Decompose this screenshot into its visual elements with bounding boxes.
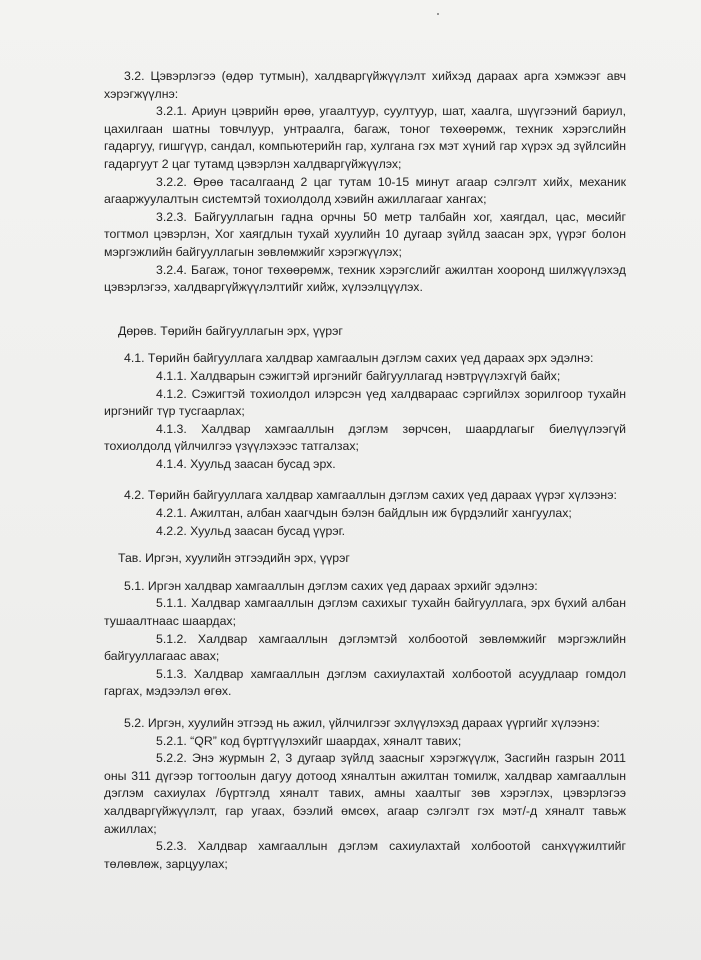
section-5-heading: Тав. Иргэн, хуулийн этгээдийн эрх, үүрэг xyxy=(118,551,350,566)
clause-5-2-2: 5.2.2. Энэ журмын 2, 3 дугаар зүйлд заасныг хэрэгжүүлж, Засгийн газрын 2011 оны 311 дүгээр тогтоолын дагуу дотоод хяналтын ажилтан томилж, халдвар хамгааллын дэглэм сахиулах /бүртгэлд хяналт тавих, амны хаалтыг зөв хэрэглэх, цэвэрлэгээ халдваргүйжүүлэлт, гар угаах, бээлий өмсөх, агаар сэлгэлт гэх мэт/-д хяналт тавьж ажиллах; xyxy=(104,751,626,836)
clause-3-2-3: 3.2.3. Байгууллагын гадна орчны 50 метр талбайн хог, хаягдал, цас, мөсийг тогтмол цэвэрлэн, Хог хаягдлын тухай хуулийн 10 дугаар зүйлд заасан эрх, үүрэг болон мэргэжлийн байгууллагын зөвлөмжийг хэрэгжүүлэх; xyxy=(104,209,626,259)
section-4-heading: Дөрөв. Төрийн байгууллагын эрх, үүрэг xyxy=(118,323,343,338)
clause-4-1-2: 4.1.2. Сэжигтэй тохиолдол илэрсэн үед халдвараас сэргийлэх зорилгоор тухайн иргэнийг түр тусгаарлах; xyxy=(104,386,626,419)
scan-speck xyxy=(437,13,439,15)
clause-4-1: 4.1. Төрийн байгууллага халдвар хамгаалын дэглэм сахих үед дараах эрх эдэлнэ: xyxy=(124,351,594,366)
clause-4-2: 4.2. Төрийн байгууллага халдвар хамгааллын дэглэм сахих үед дараах үүрэг хүлээнэ: xyxy=(124,488,617,503)
clause-5-1-3: 5.1.3. Халдвар хамгааллын дэглэм сахиулахтай холбоотой асуудлаар гомдол гаргах, мэдээлэл өгөх. xyxy=(104,666,626,699)
clause-5-1: 5.1. Иргэн халдвар хамгааллын дэглэм сахих үед дараах эрхийг эдэлнэ: xyxy=(124,578,538,593)
clause-5-2: 5.2. Иргэн, хуулийн этгээд нь ажил, үйлчилгээг эхлүүлэхэд дараах үүргийг хүлээнэ: xyxy=(124,716,600,730)
clause-3-2-4: 3.2.4. Багаж, тоног төхөөрөмж, техник хэрэгслийг ажилтан хооронд шилжүүлэхэд цэвэрлэгээ, халдваргүйжүүлэлтийг хийж, хүлээлцүүлэх. xyxy=(104,262,626,295)
clause-4-2-1: 4.2.1. Ажилтан, албан хаагчдын бэлэн байдлын иж бүрдэлийг хангуулах; xyxy=(156,506,572,521)
clause-5-1-1: 5.1.1. Халдвар хамгааллын дэглэм сахихыг тухайн байгууллага, эрх бүхий албан тушаалтнаас шаардах; xyxy=(104,596,626,629)
document-body xyxy=(104,68,626,873)
clause-3-2: 3.2. Цэвэрлэгээ (өдөр тутмын), халдваргүйжүүлэлт хийхэд дараах арга хэмжээг авч хэрэгжүүлнэ: xyxy=(104,69,626,101)
clause-5-2-3: 5.2.3. Халдвар хамгааллын дэглэм сахиулахтай холбоотой санхүүжилтийг төлөвлөж, зарцуулах; xyxy=(104,839,626,871)
clause-4-1-4: 4.1.4. Хуульд заасан бусад эрх. xyxy=(156,456,336,471)
clause-3-2-1: 3.2.1. Ариун цэврийн өрөө, угаалтуур, суултуур, шат, хаалга, шүүгээний бариул, цахилгаан шатны товчлуур, унтраалга, багаж, тоног төхөөрөмж, техник хэрэгслийн гадаргуу, гишгүүр, сандал, компьютерийн гар, хулгана гэх мэт хүний гар хүрэх эд зүйлсийн гадаргуут 2 цаг тутамд цэвэрлэн халдваргүйжүүлэх; xyxy=(104,104,626,171)
clause-4-2-2: 4.2.2. Хуульд заасан бусад үүрэг. xyxy=(156,523,345,538)
clause-5-2-1: 5.2.1. “QR” код бүртгүүлэхийг шаардах, хяналт тавих; xyxy=(156,733,462,748)
clause-5-1-2: 5.1.2. Халдвар хамгааллын дэглэмтэй холбоотой зөвлөмжийг мэргэжлийн байгууллагаас авах; xyxy=(104,631,626,664)
clause-4-1-1: 4.1.1. Халдварын сэжигтэй иргэнийг байгууллагад нэвтрүүлэхгүй байх; xyxy=(156,368,561,383)
clause-4-1-3: 4.1.3. Халдвар хамгааллын дэглэм зөрчсөн, шаардлагыг биелүүлээгүй тохиолдолд үйлчилгээ үзүүлэхээс татгалзах; xyxy=(104,421,626,454)
clause-3-2-2: 3.2.2. Өрөө тасалгаанд 2 цаг тутам 10-15 минут агаар сэлгэлт хийх, механик агааржуулалтын системтэй тохиолдолд хэвийн ажиллагааг хангах; xyxy=(104,174,626,207)
